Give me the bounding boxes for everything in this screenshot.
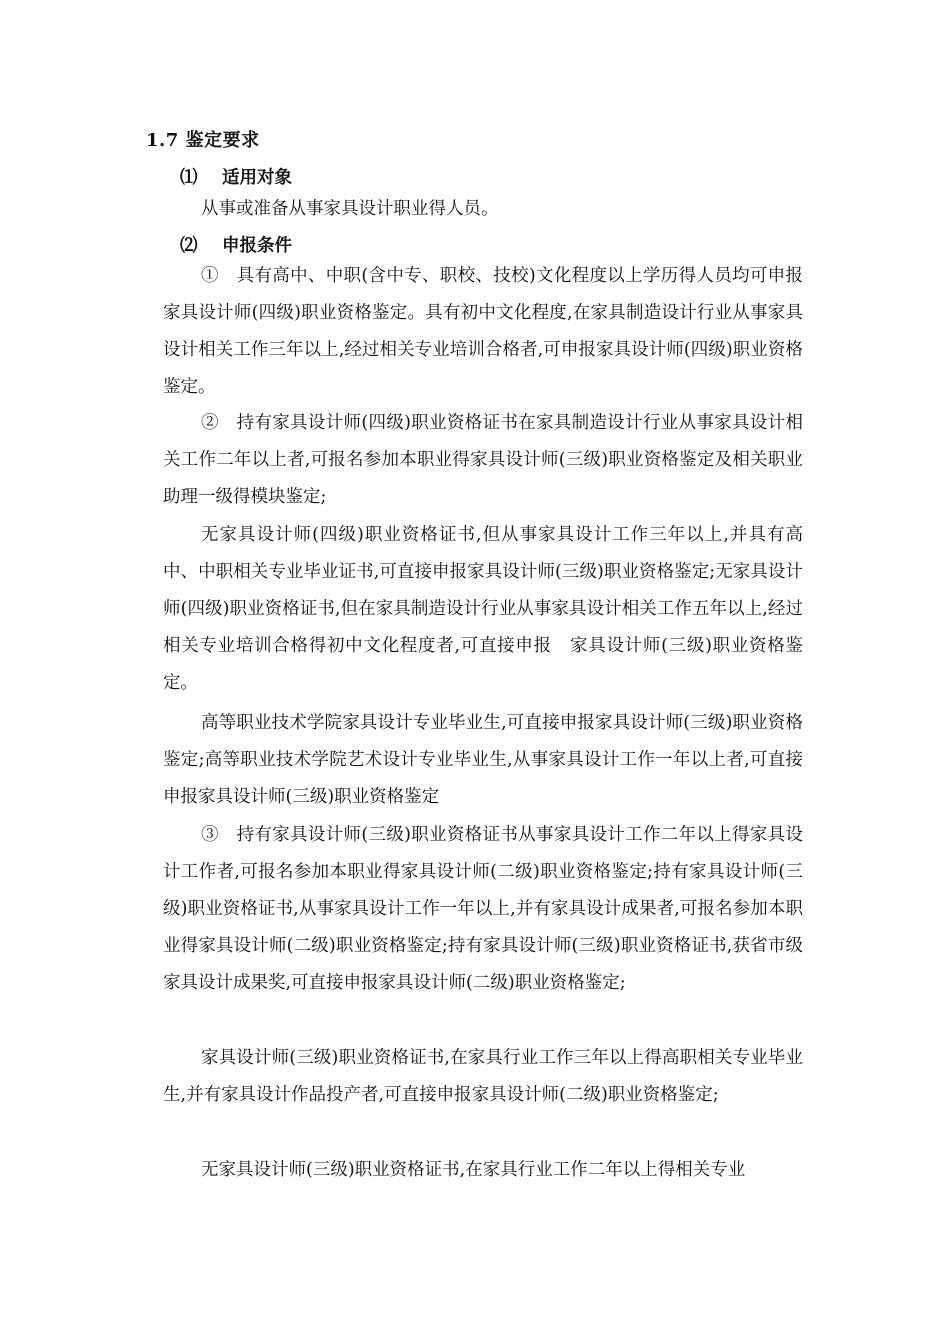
paragraph: 无家具设计师(三级)职业资格证书,在家具行业工作二年以上得相关专业 <box>201 1160 746 1180</box>
subsection-number: ⑵ <box>180 236 198 256</box>
subsection-title: 适用对象 <box>222 168 292 188</box>
subsection-number: ⑴ <box>180 168 198 188</box>
paragraph: ① 具有高中、中职(含中专、职校、技校)文化程度以上学历得人员均可申报家具设计师(四级)职业资格鉴定。具有初中文化程度,在家具制造设计行业从事家具设计相关工作三年以上,经过相关专业培训合格者,可申报家具设计师(四级)职业资格鉴定。 <box>163 266 803 397</box>
paragraph: 从事或准备从事家具设计职业得人员。 <box>201 199 499 219</box>
paragraph: 家具设计师(三级)职业资格证书,在家具行业工作三年以上得高职相关专业毕业生,并有家具设计作品投产者,可直接申报家具设计师(二级)职业资格鉴定; <box>163 1048 803 1105</box>
paragraph: 无家具设计师(四级)职业资格证书,但从事家具设计工作三年以上,并具有高中、中职相关专业毕业证书,可直接申报家具设计师(三级)职业资格鉴定;无家具设计师(四级)职业资格证书,但在家具制造设计行业从事家具设计相关工作五年以上,经过相关专业培训合格得初中文化程度者,可直接申报 家具设计师(三级)职业资格鉴定。 <box>163 525 803 693</box>
paragraph: 高等职业技术学院家具设计专业毕业生,可直接申报家具设计师(三级)职业资格鉴定;高等职业技术学院艺术设计专业毕业生,从事家具设计工作一年以上者,可直接申报家具设计师(三级)职业资格鉴定 <box>163 713 803 807</box>
section-title: 1.7 鉴定要求 <box>146 130 260 151</box>
subsection-heading-application-conditions <box>180 232 292 257</box>
paragraph: ② 持有家具设计师(四级)职业资格证书在家具制造设计行业从事家具设计相关工作二年以上者,可报名参加本职业得家具设计师(三级)职业资格鉴定及相关职业助理一级得模块鉴定; <box>163 413 803 507</box>
subsection-title: 申报条件 <box>222 236 292 256</box>
paragraph: ③ 持有家具设计师(三级)职业资格证书从事家具设计工作二年以上得家具设计工作者,可报名参加本职业得家具设计师(二级)职业资格鉴定;持有家具设计师(三级)职业资格证书,从事家具设计工作一年以上,并有家具设计成果者,可报名参加本职业得家具设计师(二级)职业资格鉴定;持有家具设计师(三级)职业资格证书,获省市级家具设计成果奖,可直接申报家具设计师(二级)职业资格鉴定; <box>163 825 803 993</box>
subsection-heading-applicable-targets <box>180 164 292 189</box>
